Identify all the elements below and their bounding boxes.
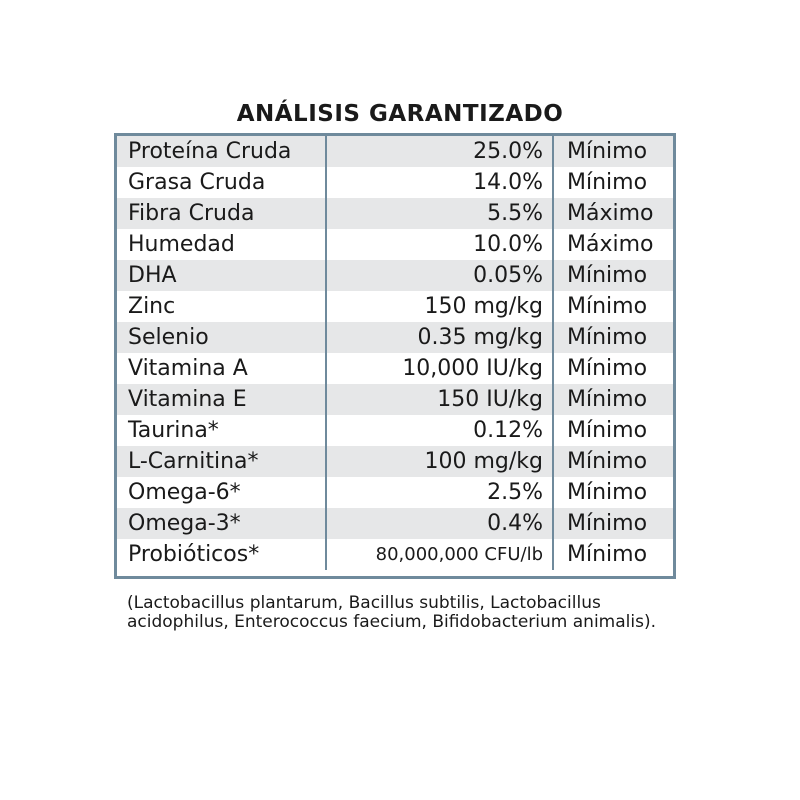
nutrient-value: 0.35 mg/kg [326,322,553,353]
nutrient-value: 100 mg/kg [326,446,553,477]
table-row [117,353,673,384]
nutrient-qualifier: Mínimo [567,294,648,319]
nutrient-value: 25.0% [326,136,553,167]
nutrient-name: Zinc [117,291,326,322]
nutrient-qualifier: Mínimo [553,384,673,415]
nutrient-value: 14.0% [326,167,553,198]
table-title: ANÁLISIS GARANTIZADO [236,101,564,127]
table-row [117,477,673,508]
nutrient-qualifier: Mínimo [567,356,648,381]
table-row [117,136,673,167]
table-row [117,229,673,260]
nutrient-qualifier: Mínimo [553,508,673,539]
nutrient-value: 80,000,000 CFU/lb [326,539,553,570]
table-row [117,260,673,291]
nutrient-qualifier: Mínimo [567,542,648,567]
nutrient-name: DHA [117,260,326,291]
guaranteed-analysis-table [117,136,673,570]
nutrient-value: 150 IU/kg [326,384,553,415]
nutrient-qualifier: Mínimo [553,446,673,477]
nutrient-value: 10,000 IU/kg [326,353,553,384]
table-row [117,322,673,353]
probiotic-footnote: (Lactobacillus plantarum, Bacillus subtilis, Lactobacillus acidophilus, Enterococcus faecium, Bifidobacterium animalis). [127,593,656,632]
nutrient-qualifier: Máximo [567,232,654,257]
nutrient-name: Taurina* [117,415,326,446]
table-row [117,415,673,446]
table-row [117,384,673,415]
table-row [117,198,673,229]
nutrient-value: 2.5% [326,477,553,508]
nutrient-name: Proteína Cruda [117,136,326,167]
nutrient-qualifier: Mínimo [553,322,673,353]
nutrient-qualifier: Mínimo [553,260,673,291]
nutrient-name: Fibra Cruda [117,198,326,229]
nutrient-qualifier: Mínimo [567,480,648,505]
nutrient-qualifier: Mínimo [567,418,648,443]
nutrient-name: Humedad [117,229,326,260]
nutrient-qualifier: Mínimo [567,170,648,195]
nutrient-value: 10.0% [326,229,553,260]
nutrient-name: Vitamina A [117,353,326,384]
table-row [117,508,673,539]
nutrient-qualifier: Máximo [553,198,673,229]
table-row [117,291,673,322]
nutrient-name: L-Carnitina* [117,446,326,477]
nutrient-value: 150 mg/kg [326,291,553,322]
nutrient-name: Grasa Cruda [117,167,326,198]
table-row [117,446,673,477]
table-row [117,539,673,570]
nutrient-name: Omega-6* [117,477,326,508]
nutrient-name: Vitamina E [117,384,326,415]
nutrient-name: Selenio [117,322,326,353]
nutrient-value: 0.12% [326,415,553,446]
nutrient-name: Probióticos* [117,539,326,570]
table-row [117,167,673,198]
nutrient-name: Omega-3* [117,508,326,539]
nutrient-value: 0.05% [326,260,553,291]
nutrient-value: 5.5% [326,198,553,229]
nutrient-qualifier: Mínimo [553,136,673,167]
nutrient-value: 0.4% [326,508,553,539]
